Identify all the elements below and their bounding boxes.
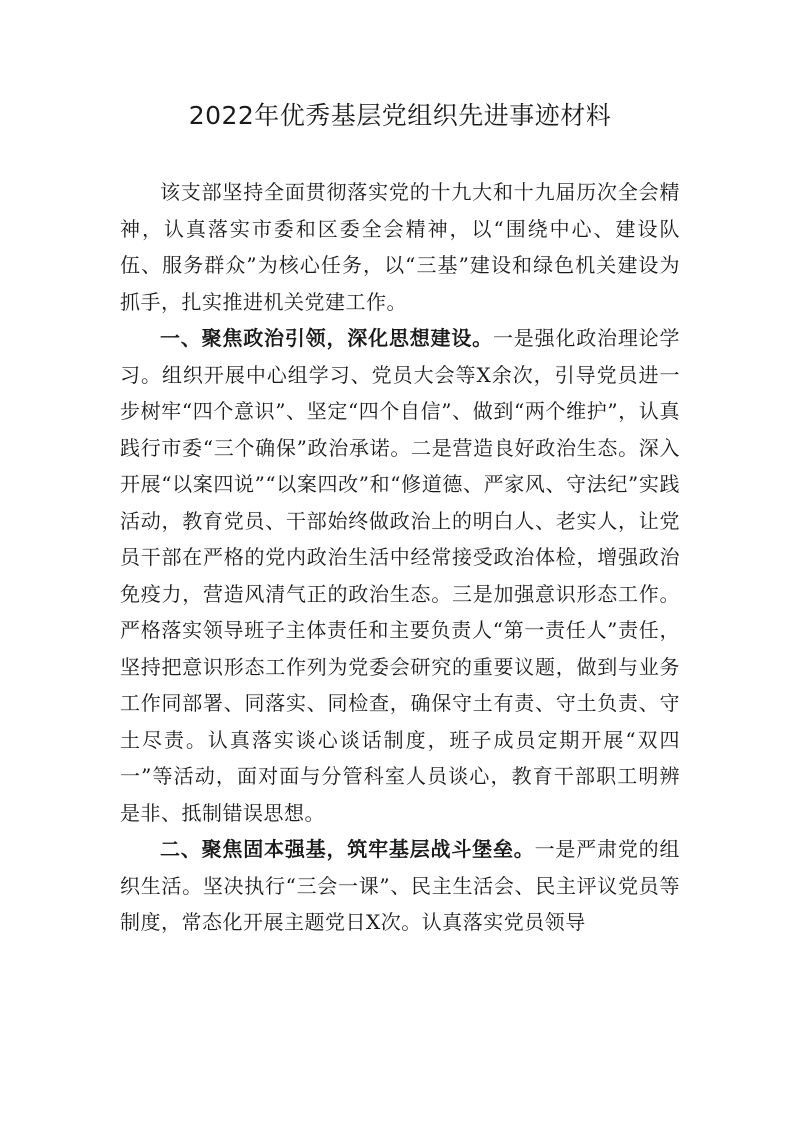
intro-paragraph: 该支部坚持全面贯彻落实党的十九大和十九届历次全会精神，认真落实市委和区委全会精神，以“围绕中心、建设队伍、服务群众”为核心任务，以“三基”建设和绿色机关建设为抓手，扎实推进机关党建工作。: [120, 180, 680, 314]
document-title: 2022年优秀基层党组织先进事迹材料: [188, 101, 612, 130]
section-1-text: 一是强化政治理论学习。组织开展中心组学习、党员大会等X余次，引导党员进一步树牢“四个意识”、坚定“四个自信”、做到“两个维护”，认真践行市委“三个确保”政治承诺。二是营造良好政治生态。深入开展“以案四说”“以案四改”和“修道德、严家风、守法纪”实践活动，教育党员、干部始终做政治上的明白人、老实人，让党员干部在严格的党内政治生活中经常接受政治体检，增强政治免疫力，营造风清气正的政治生态。三是加强意识形态工作。严格落实领导班子主体责任和主要负责人“第一责任人”责任，坚持把意识形态工作列为党委会研究的重要议题，做到与业务工作同部署、同落实、同检查，确保守土有责、守土负责、守土尽责。认真落实谈心谈话制度，班子成员定期开展“双四一”等活动，面对面与分管科室人员谈心，教育干部职工明辨是非、抵制错误思想。: [120, 326, 680, 825]
document-body: [120, 174, 680, 941]
section-1-heading: 一、聚焦政治引领，深化思想建设。: [160, 326, 493, 350]
section-2-paragraph: [120, 831, 680, 941]
section-1-paragraph: [120, 320, 680, 831]
section-2-heading: 二、聚焦固本强基，筑牢基层战斗堡垒。: [160, 837, 535, 861]
section-2-text: 一是严肃党的组织生活。坚决执行“三会一课”、民主生活会、民主评议党员等制度，常态化开展主题党日X次。认真落实党员领导: [120, 837, 680, 934]
